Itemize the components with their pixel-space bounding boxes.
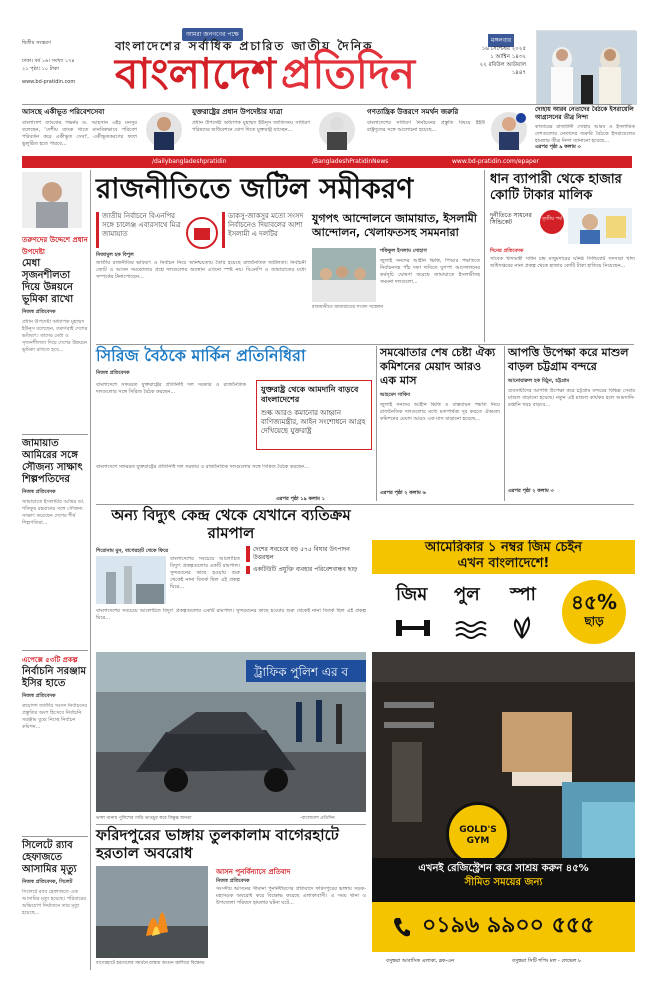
rampal-byline: শিরোনাম মুন, বাগেরহাট থেকে ফিরে — [96, 548, 169, 554]
rampal-plant-photo — [96, 556, 166, 604]
gym-services-panel — [372, 574, 635, 652]
strip-item-3[interactable] — [367, 106, 527, 154]
strip-text-1: বাংলাদেশ ব্যাংকের গভর্নর ড. আহসান এইচ মনসুর বলেছেন, 'দেশীয় ব্যাংক খাতে মানবিকভাবে পরিবেশ পরিবর্তন করে একীভূত সেবা', একীভূতকরণের ফলে ভুলুষ্ঠিত হতে পারবে... — [22, 120, 137, 147]
us-headline[interactable]: সিরিজ বৈঠকে মার্কিন প্রতিনিধিরা — [96, 346, 306, 365]
left-byline-1: নিজস্ব প্রতিবেদক — [22, 309, 56, 315]
title-part2: প্রতিদিন — [281, 49, 416, 98]
strip-title-3: গণতান্ত্রিক উত্তরণে সমর্থন জরুরি — [367, 108, 459, 116]
strip-item-1[interactable] — [22, 106, 182, 154]
consensus-text: জুলাই সনদের আইনি ভিত্তি ও বাস্তবায়ন পদ্ধতি নিয়ে রাজনৈতিক দলগুলোর মধ্যে মতপার্থক্য দূর করতে ঐকমত্য কমিশনের মেয়াদ আরও এক মাস বাড়ানো হয়েছে... — [380, 402, 500, 422]
discount-badge — [562, 580, 626, 644]
eu-envoy-photo — [491, 110, 527, 150]
lead-right-caption: রাজধানীতে জামায়াতের সংবাদ সম্মেলন — [312, 305, 384, 310]
left-text-1: প্রধান উপদেষ্টা অধ্যাপক মুহাম্মদ ইউনূস বলেছেন, তরুণরাই দেশের ভবিষ্যৎ। তাদের মেধা ও সৃজনশীলতা দিয়ে দেশের উন্নয়নে ভূমিকা রাখতে হবে... — [22, 319, 88, 353]
pages-price: ২১ পৃষ্ঠা। ১০ টাকা — [22, 66, 59, 72]
governor-photo — [146, 110, 182, 150]
left-byline-5: নিজস্ব প্রতিবেদক, সিলেট — [22, 879, 73, 885]
doha-ref: এরপর পৃষ্ঠা ৯ কলাম ৩ — [535, 144, 581, 150]
strip-item-2[interactable] — [192, 106, 357, 154]
website[interactable]: www.bd-pratidin.com — [22, 79, 76, 85]
left-h3[interactable]: জামায়াত আমিরের সঙ্গে সৌজন্য সাক্ষাৎ শিল্পপতিদের — [22, 438, 83, 485]
port-byline: আনোয়ারুল হক মিঠুন, চট্টগ্রাম — [508, 378, 570, 384]
lead-byline: নিজামুল হক বিপুল — [96, 252, 134, 258]
strip-text-2: প্রধান উপদেষ্টা অধ্যাপক মুহাম্মদ ইউনূস জাতিসংঘ সাধারণ পরিষদের অধিবেশনে যোগ দিতে যুক্তরাষ্ট্র যাচ্ছেন... — [192, 120, 310, 133]
date-hijri: ২২ রবিউল আউয়াল ১৪৪৭ — [479, 62, 526, 76]
gym-address-bar — [372, 952, 635, 972]
rampal-headline[interactable]: অন্য বিদ্যুৎ কেন্দ্র থেকে যেখানে ব্যতিক্রম রামপাল — [111, 506, 351, 542]
gym-address-2: বসুন্ধরা সিটি শপিং মল - লেভেল ৮ — [512, 958, 582, 964]
lead-right-body — [380, 248, 480, 310]
epaper-link[interactable]: www.bd-pratidin.com/epaper — [452, 158, 539, 165]
doha-text: কাতারের রাজধানী দোহায় আরব ও ইসলামিক দেশগুলোর নেতাদের জরুরি বৈঠকে ইসরায়েলের হামলার তীব্র নিন্দা জানানো হয়েছে... — [535, 124, 635, 144]
police-caption: ভাঙ্গা থানায় পুলিশের গাড়ি ভাঙচুর করে বিক্ষুব্ধ জনতা — [96, 816, 192, 821]
us-text: বাংলাদেশে সফররত যুক্তরাষ্ট্রের প্রতিনিধি দল সরকার ও রাজনৈতিক দলগুলোর সঙ্গে সিরিজ বৈঠক করছেন... — [96, 382, 246, 395]
left-h5[interactable]: সিলেটে র‍্যাব হেফাজতে আসামির মৃত্যু — [22, 840, 77, 875]
bagerhat-fire-photo — [96, 866, 208, 958]
gym-phone-bar[interactable] — [372, 902, 635, 952]
left-text-3: জামায়াতে ইসলামীর আমির ডা. শফিকুর রহমানের সঙ্গে সৌজন্য সাক্ষাৎ করেছেন দেশের শীর্ষ শিল্পপতিরা... — [22, 499, 85, 526]
discount-num: ৪৫% — [571, 590, 617, 614]
left-text-4: ত্রয়োদশ জাতীয় সংসদ নির্বাচনের প্রস্তুতির অংশ হিসেবে নির্বাচনি সরঞ্জাম বুঝে নিচ্ছে নির্বাচন কমিশন... — [22, 703, 87, 730]
dumbbell-icon — [396, 620, 430, 636]
police-credit: -বাংলাদেশ প্রতিদিন — [300, 816, 335, 821]
left-byline-4: নিজস্ব প্রতিবেদক — [22, 693, 56, 699]
rampal-text: বাংলাদেশের সবচেয়ে আলোচিত বিদ্যুৎ প্রকল্পগুলোর একটি রামপাল। সুন্দরবনের কাছে হওয়ায় শুরু থেকেই নানা বিতর্ক ছিল এই প্রকল্প ঘিরে... — [170, 556, 240, 590]
faridpur-tag: আসন পুনর্বিন্যাসে প্রতিবাদ — [216, 868, 291, 876]
lead-right-byline: শফিকুল ইসলাম সোহাগ — [380, 248, 427, 254]
consensus-byline: আহমেদ সাকিব — [380, 392, 411, 398]
service-pool: পুল — [454, 584, 480, 605]
faridpur-text: সংসদীয় আসনের সীমানা পুনর্নির্ধারণের প্রতিবাদে ফরিদপুরের ভাঙ্গায় সড়ক-মহাসড়ক অবরোধ করে বিক্ষোভ করেছে এলাকাবাসী। এ সময় থানা ও উপজেলা পরিষদে হামলার ঘটনা ঘটে... — [216, 886, 366, 906]
x-link[interactable]: /BangladeshPratidinNews — [312, 158, 389, 165]
gym-phone: ০১৯৬ ৯৯০০ ৫৫৫ — [422, 913, 595, 938]
golds-gym-logo-text: GOLD'S GYM — [459, 825, 497, 846]
title-part1: বাংলাদেশ — [115, 49, 276, 98]
left-h4a: এপেক্সে ৫৩টি প্রকল্প — [22, 656, 78, 664]
edition: দ্বিতীয় সংস্করণ — [22, 40, 51, 46]
rampal-point-1: দেশের সবচেয়ে বড় ৫৭৫ বিঘার উৎপাদন উত্তরস্থল — [246, 546, 366, 562]
onion-text: সাবেক খাদ্যমন্ত্রী সাধন চন্দ্র মজুমদারের ঘনিষ্ঠ সিন্ডিকেট সদস্যরা খাদ্য অধিদপ্তরের নানা প্রকল্প থেকে হাজার কোটি টাকা হাতিয়ে নিয়েছেন... — [490, 256, 635, 269]
port-story — [508, 346, 635, 504]
us-quote-box — [256, 380, 372, 450]
top-right-news — [536, 30, 636, 104]
us-text-2: বাংলাদেশে সফররত যুক্তরাষ্ট্রের প্রতিনিধি দল সরকার ও রাজনৈতিক দলগুলোর সঙ্গে সিরিজ বৈঠক করছেন... — [96, 464, 309, 470]
rampal-points — [246, 546, 366, 574]
discount-word: ছাড় — [584, 614, 604, 628]
left-h2[interactable]: মেধা সৃজনশীলতা দিয়ে উন্নয়নে ভূমিকা রাখো — [22, 258, 74, 305]
port-text: ব্যবসায়ীদের আপত্তি উপেক্ষা করে চট্টগ্রাম বন্দরের বিভিন্ন সেবার মাশুল বাড়ানো হয়েছে। নতুন এই মাশুল কার্যকর হলে আমদানি-রপ্তানি খরচ বাড়বে... — [508, 388, 635, 408]
press-conference-photo — [312, 248, 376, 302]
date-en: ১৬ সেপ্টেম্বর ২০২৫ — [481, 46, 526, 52]
gym-cta — [372, 858, 635, 902]
lead-text: জাতীয় রাজনীতির ভবিষ্যৎ ও নির্বাচন নিয়ে অনিশ্চয়তায় তৈরি হয়েছে রাজনৈতিক জটিলতা। নির্বাচনী জোট ও আসন সমঝোতার প্রশ্নে দলগুলোর অবস্থান এখনো স্পষ্ট নয়। বিএনপি ও জামায়াতের মধ্যে সম্পর্কের টানাপোড়েন... — [96, 260, 306, 280]
top-strip — [22, 106, 527, 154]
gym-headline-2: এখন বাংলাদেশে! — [457, 556, 550, 571]
onion-story — [490, 172, 635, 342]
gym-headline-box — [372, 540, 635, 574]
us-byline: নিজস্ব প্রতিবেদক — [96, 370, 130, 376]
consensus-cont: এরপর পৃষ্ঠা ২ কলাম ৬ — [380, 490, 426, 496]
doha-news[interactable] — [535, 106, 635, 154]
strip-text-3: বাংলাদেশের সাধারণ নির্বাচনের প্রস্তুতি বিষয়ে ইইউ রাষ্ট্রদূতের সঙ্গে আলোচনা হয়েছে... — [367, 120, 485, 133]
us-quote-2: শুল্ক আরও কমানোর আহ্বান বাণিজ্যমন্ত্রীর, আইন সংশোধনে আগ্রহ দেখিয়েছে যুক্তরাষ্ট্র — [261, 409, 366, 435]
lead-right-text: জুলাই সনদের আইনি ভিত্তি, পিআর পদ্ধতিতে নির্বাচনসহ পাঁচ দফা দাবিতে যুগপৎ আন্দোলনের কর্মসূচি ঘোষণা করেছে জামায়াতে ইসলামীসহ সমমনা দলগুলো... — [380, 258, 480, 285]
police-sign-text: ট্রাফিক পুলিশ এর ব — [254, 665, 349, 679]
left-text-5: সিলেটে র‍্যাব হেফাজতে এক আসামির মৃত্যু হয়েছে। পরিবারের অভিযোগ নির্যাতনে তার মৃত্যু হয়েছে... — [22, 889, 87, 916]
date-bn: ১ আশ্বিন ১৪৩২ — [490, 54, 526, 60]
left-byline-3: নিজস্ব প্রতিবেদক — [22, 489, 56, 495]
us-cont: এরপর পৃষ্ঠা ১৯ কলাম ১ — [276, 496, 325, 502]
day: মঙ্গলবার — [488, 34, 514, 47]
us-quote-1: যুক্তরাষ্ট্র থেকে আমদানি বাড়বে বাংলাদেশের — [261, 385, 359, 404]
service-gym: জিম — [396, 584, 428, 605]
service-icons — [394, 614, 544, 644]
election-emblem-icon — [184, 216, 220, 250]
lead-headline[interactable]: রাজনীতিতে জটিল সমীকরণ — [96, 172, 414, 205]
left-h1: তরুণদের উদ্দেশে প্রধান উপদেষ্টা — [22, 236, 88, 256]
tagline: বাংলাদেশের সর্বাধিক প্রচারিত জাতীয় দৈনিক — [115, 39, 374, 53]
faridpur-caption: বাগেরহাটে হরতালের সমর্থনে রাস্তায় আগুন জ্বালিয়ে বিক্ষোভ — [96, 961, 205, 966]
strip-title-2: যুক্তরাষ্ট্রের প্রধান উপদেষ্টার যাত্রা — [192, 108, 283, 116]
onion-tag: দুর্নীতিতে সাধনের সিন্ডিকেট — [490, 212, 532, 226]
faridpur-byline: নিজস্ব প্রতিবেদক — [216, 878, 250, 884]
gym-cta-2: সীমিত সময়ের জন্য — [464, 877, 543, 888]
consensus-story — [380, 346, 500, 504]
lead-sub2: ডাকসু-জাকসুর মতো সংসদ নির্বাচনেও দিয়াবলের আশা ইসলামী এ দলটির — [222, 212, 308, 248]
tagline-badge: আমরা জনগণের পক্ষে — [182, 28, 243, 41]
yunus-photo — [22, 172, 82, 228]
police-car-photo — [96, 652, 366, 812]
rampal-point-2: একটিউটি প্রযুক্তি ব্যবহার পরিবেশবান্ধব ছাড় — [246, 566, 366, 574]
consensus-headline[interactable]: সমঝোতার শেষ চেষ্টা ঐক্য কমিশনের মেয়াদ আরও এক মাস — [380, 346, 496, 387]
left-h4b[interactable]: নির্বাচনি সরঞ্জাম ইসির হাতে — [22, 666, 87, 689]
service-spa: স্পা — [510, 584, 536, 605]
waves-icon — [456, 622, 486, 638]
us-delegation-story — [96, 346, 372, 506]
onion-badge: তৃতীয় পর্ব — [540, 210, 564, 234]
lotus-icon — [515, 618, 529, 638]
faridpur-headline[interactable]: ফরিদপুরের ভাঙ্গায় তুলকালাম বাগেরহাটে হরতাল অবরোধ — [96, 826, 339, 862]
onion-byline: দিনের প্রতিবেদক — [490, 248, 524, 254]
lead-right-headline[interactable]: যুগপৎ আন্দোলনে জামায়াত, ইসলামী আন্দোলন, খেলাফতসহ সমমনারা — [312, 212, 477, 239]
gym-address-1: বসুন্ধরা আবাসিক এলাকা, ব্লক-এন — [386, 958, 455, 964]
strip-title-1: আসছে একীভূত পরিবেশসেবা — [22, 108, 105, 116]
onion-cartoon — [568, 208, 632, 244]
phone-icon — [392, 916, 410, 938]
port-cont: এরপর পৃষ্ঠা ২ কলাম ৩ — [508, 488, 554, 494]
social-bar — [22, 156, 632, 168]
gym-headline-1: আমেরিকার ১ নম্বর জিম চেইন — [425, 540, 582, 555]
onion-headline[interactable]: ধান ব্যাপারী থেকে হাজার কোটি টাকার মালিক — [490, 172, 622, 203]
gym-cta-1: এখনই রেজিস্ট্রেশন করে সাশ্রয় করুন ৪৫% — [418, 863, 589, 874]
rampal-text-2: বাংলাদেশের সবচেয়ে আলোচিত বিদ্যুৎ প্রকল্পগুলোর একটি রামপাল। সুন্দরবনের কাছে হওয়ায় শুরু থেকেই নানা বিতর্ক ছিল এই প্রকল্প ঘিরে... — [96, 608, 366, 621]
doha-title: দোহায় আরব নেতাদের বৈঠকে ইসরায়েলি আগ্রাসনের তীব্র নিন্দা — [535, 106, 634, 121]
left-column — [22, 172, 88, 972]
issue-info: ঢাকা। বর্ষ ১৬। সংখ্যা ১৭৪ — [22, 58, 75, 64]
faridpur-story — [96, 826, 366, 972]
facebook-link[interactable]: /dailybangladeshpratidin — [152, 158, 227, 165]
golds-gym-ad[interactable] — [372, 540, 635, 972]
golds-gym-logo — [446, 802, 510, 866]
lead-sub1: জাতীয় নির্বাচনে বিএনপির সঙ্গে চালেঞ্জ এবারসাথে মিত্র জামায়াত — [96, 212, 184, 248]
port-headline[interactable]: আপত্তি উপেক্ষা করে মাশুল বাড়ল চট্টগ্রাম বন্দরে — [508, 346, 629, 373]
arab-leaders-photo — [537, 31, 637, 105]
adviser-photo — [318, 110, 356, 150]
